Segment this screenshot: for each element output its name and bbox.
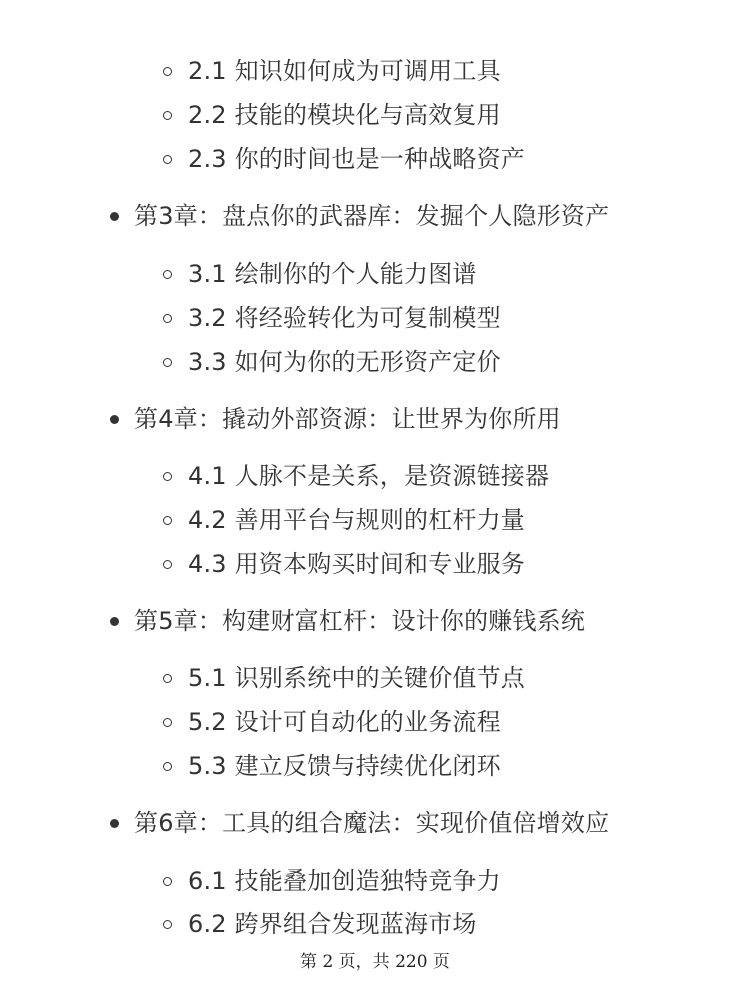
- toc-section-item: [0, 343, 750, 383]
- circle-bullet-icon: [163, 920, 172, 929]
- toc-chapter-label: 第5章：构建财富杠杆：设计你的赚钱系统: [134, 607, 586, 635]
- circle-bullet-icon: [163, 111, 172, 120]
- circle-bullet-icon: [163, 472, 172, 481]
- toc-section-item: [0, 299, 750, 339]
- toc-section-label: 5.1 识别系统中的关键价值节点: [188, 664, 525, 692]
- toc-section-label: 2.2 技能的模块化与高效复用: [188, 101, 501, 129]
- toc-section-item: [0, 545, 750, 585]
- toc-section-label: 2.1 知识如何成为可调用工具: [188, 57, 501, 85]
- toc-section-item: [0, 52, 750, 92]
- toc-chapter-label: 第3章：盘点你的武器库：发掘个人隐形资产: [134, 202, 610, 230]
- toc-chapter-label: 第6章：工具的组合魔法：实现价值倍增效应: [134, 809, 610, 837]
- toc-section-label: 4.3 用资本购买时间和专业服务: [188, 550, 525, 578]
- toc-chapter-item: [0, 397, 750, 447]
- toc-section-item: [0, 457, 750, 497]
- disc-bullet-icon: [110, 415, 119, 424]
- toc-section-item: [0, 501, 750, 541]
- toc-section-label: 3.1 绘制你的个人能力图谱: [188, 260, 477, 288]
- toc-section-label: 6.1 技能叠加创造独特竞争力: [188, 867, 501, 895]
- toc-section-item: [0, 96, 750, 136]
- disc-bullet-icon: [110, 819, 119, 828]
- toc-section-item: [0, 140, 750, 180]
- toc-section-label: 4.1 人脉不是关系，是资源链接器: [188, 462, 550, 490]
- toc-section-label: 6.2 跨界组合发现蓝海市场: [188, 910, 477, 938]
- toc-section-item: [0, 659, 750, 699]
- toc-section-label: 3.3 如何为你的无形资产定价: [188, 348, 501, 376]
- disc-bullet-icon: [110, 212, 119, 221]
- circle-bullet-icon: [163, 718, 172, 727]
- toc-chapter-item: [0, 599, 750, 649]
- circle-bullet-icon: [163, 516, 172, 525]
- toc-section-item: [0, 703, 750, 743]
- page-number-footer: 第 2 页，共 220 页: [300, 952, 450, 972]
- toc-section-label: 3.2 将经验转化为可复制模型: [188, 304, 501, 332]
- toc-chapter-item: [0, 801, 750, 851]
- toc-chapter-label: 第4章：撬动外部资源：让世界为你所用: [134, 405, 561, 433]
- circle-bullet-icon: [163, 877, 172, 886]
- circle-bullet-icon: [163, 155, 172, 164]
- toc-section-label: 4.2 善用平台与规则的杠杆力量: [188, 506, 525, 534]
- toc-section-item: [0, 255, 750, 295]
- toc-chapter-item: [0, 194, 750, 244]
- toc-section-label: 2.3 你的时间也是一种战略资产: [188, 145, 525, 173]
- toc-section-item: [0, 905, 750, 945]
- circle-bullet-icon: [163, 674, 172, 683]
- toc-section-item: [0, 747, 750, 787]
- circle-bullet-icon: [163, 358, 172, 367]
- circle-bullet-icon: [163, 67, 172, 76]
- disc-bullet-icon: [110, 617, 119, 626]
- toc-section-label: 5.3 建立反馈与持续优化闭环: [188, 752, 501, 780]
- circle-bullet-icon: [163, 560, 172, 569]
- circle-bullet-icon: [163, 270, 172, 279]
- toc-section-label: 5.2 设计可自动化的业务流程: [188, 708, 501, 736]
- circle-bullet-icon: [163, 314, 172, 323]
- circle-bullet-icon: [163, 762, 172, 771]
- toc-section-item: [0, 862, 750, 902]
